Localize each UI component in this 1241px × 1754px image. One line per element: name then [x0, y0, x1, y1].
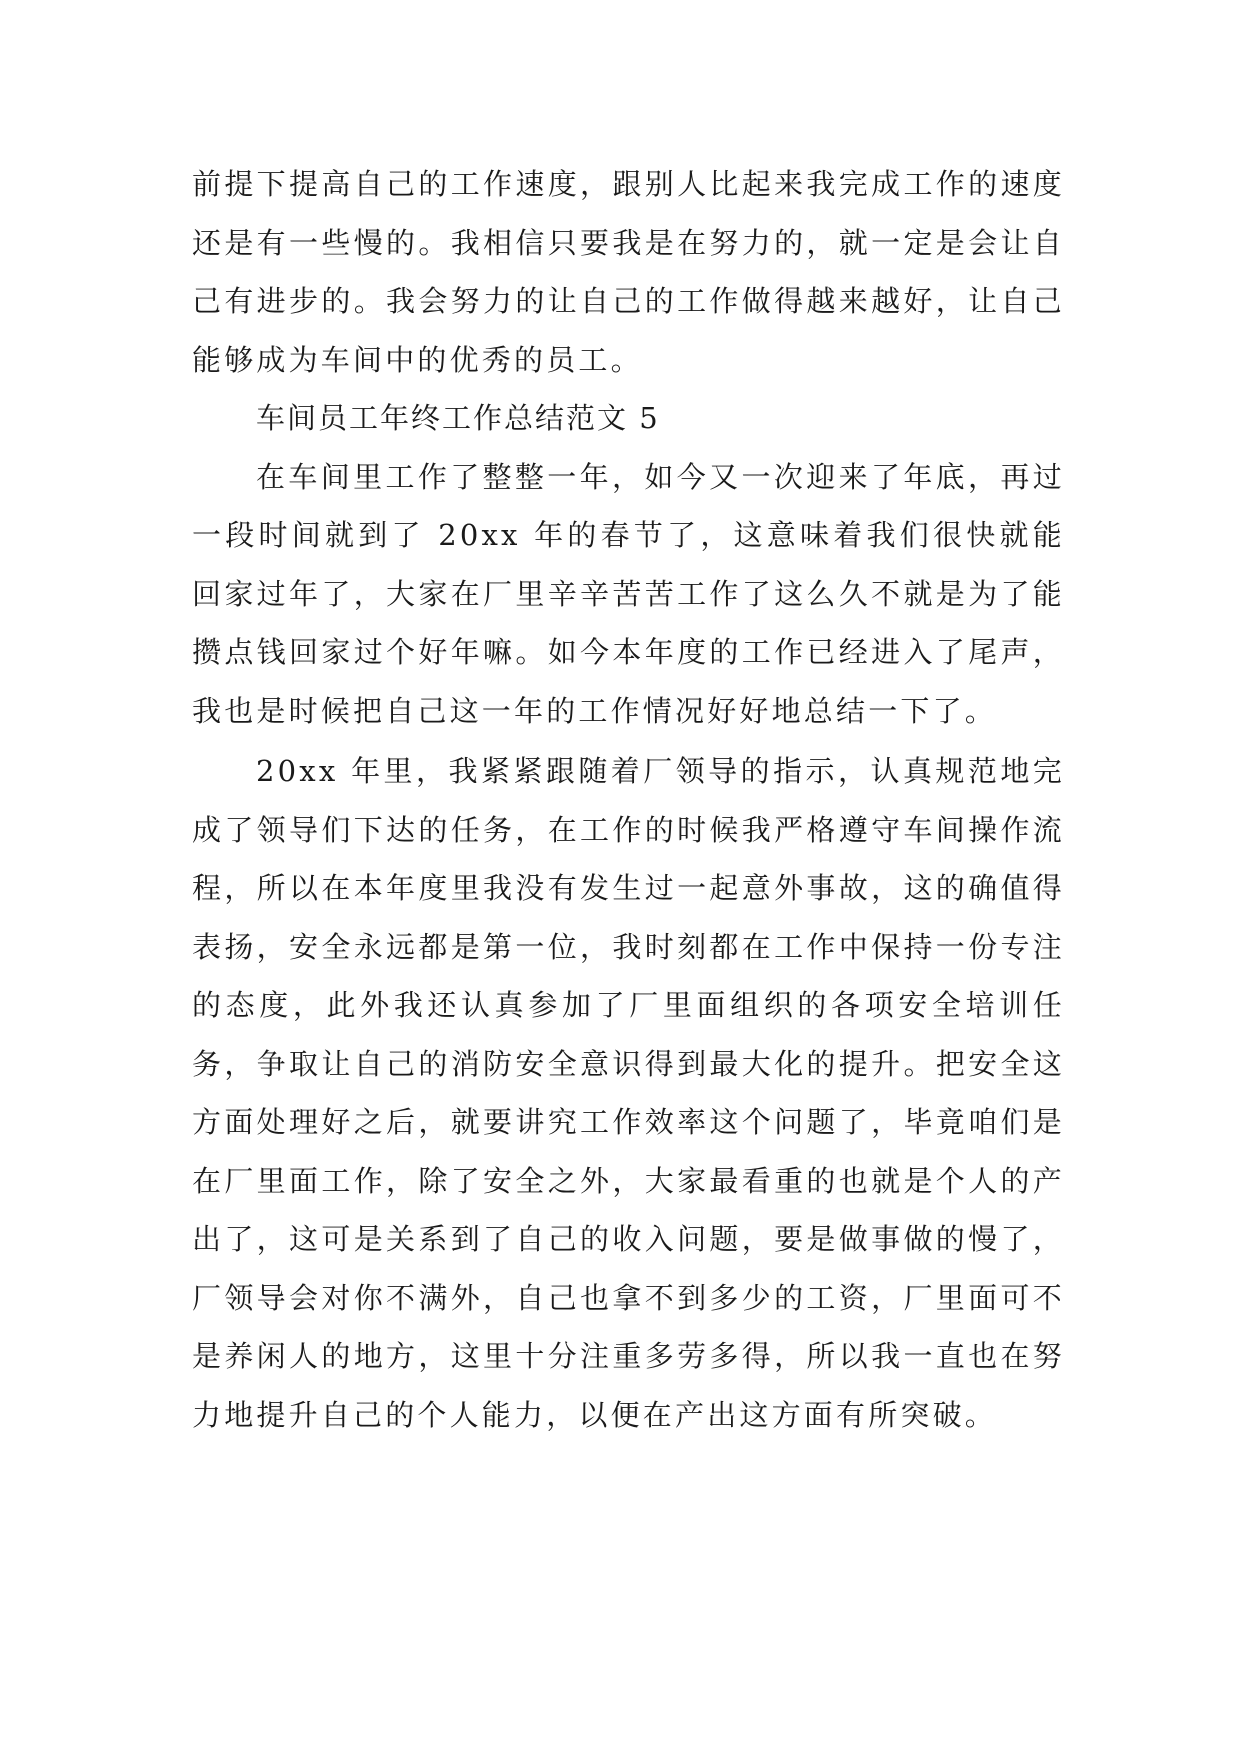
body-paragraph-1: 在车间里工作了整整一年，如今又一次迎来了年底，再过一段时间就到了 20xx 年的春节了，这意味着我们很快就能回家过年了，大家在厂里辛辛苦苦工作了这么久不就是为了能攒点钱回家过个好年嘛。如今本年度的工作已经进入了尾声，我也是时候把自己这一年的工作情况好好地总结一下了。: [192, 459, 1065, 728]
section-heading: 车间员工年终工作总结范文 5: [256, 401, 660, 435]
body-paragraph-2: 20xx 年里，我紧紧跟随着厂领导的指示，认真规范地完成了领导们下达的任务，在工作的时候我严格遵守车间操作流程，所以在本年度里我没有发生过一起意外事故，这的确值得表扬，安全永远都是第一位，我时刻都在工作中保持一份专注的态度，此外我还认真参加了厂里面组织的各项安全培训任务，争取让自己的消防安全意识得到最大化的提升。把安全这方面处理好之后，就要讲究工作效率这个问题了，毕竟咱们是在厂里面工作，除了安全之外，大家最看重的也就是个人的产出了，这可是关系到了自己的收入问题，要是做事做的慢了，厂领导会对你不满外，自己也拿不到多少的工资，厂里面可不是养闲人的地方，这里十分注重多劳多得，所以我一直也在努力地提升自己的个人能力，以便在产出这方面有所突破。: [192, 754, 1065, 1432]
document-page: [192, 155, 1065, 1444]
continuation-paragraph: 前提下提高自己的工作速度，跟别人比起来我完成工作的速度还是有一些慢的。我相信只要我是在努力的，就一定是会让自己有进步的。我会努力的让自己的工作做得越来越好，让自己能够成为车间中的优秀的员工。: [192, 167, 1065, 377]
